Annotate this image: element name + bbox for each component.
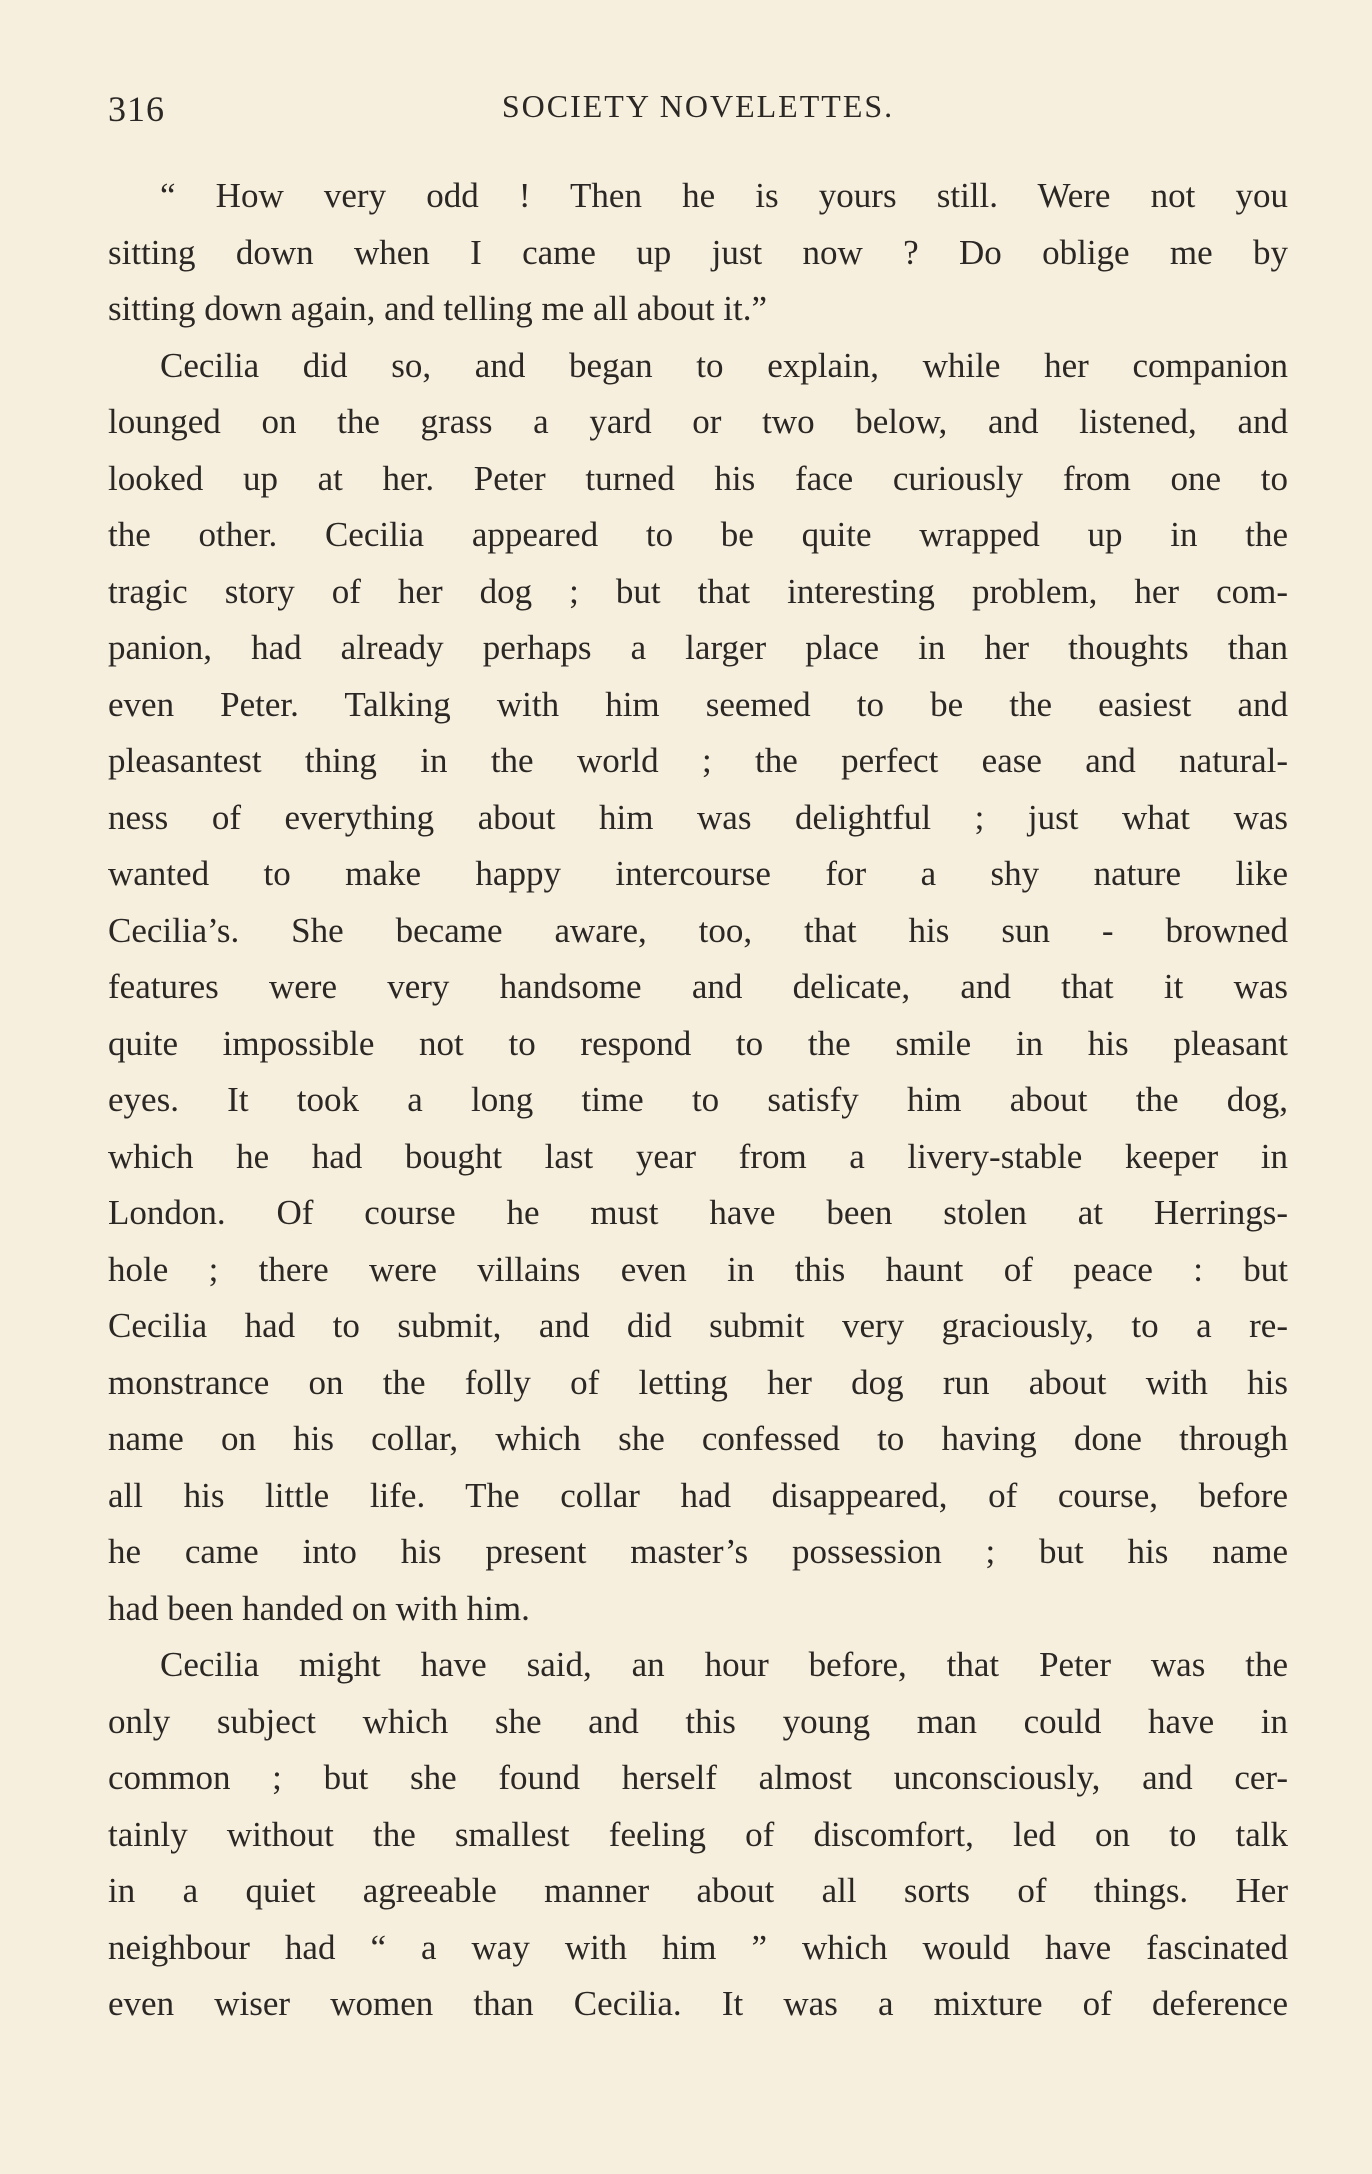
text-line: had been handed on with him. xyxy=(108,1588,530,1628)
text-line: panion, had already perhaps a larger place in her thoughts than xyxy=(108,628,1288,667)
text-line: tragic story of her dog ; but that interesting problem, her com- xyxy=(108,571,1288,611)
text-line: hole ; there were villains even in this haunt of peace : but xyxy=(108,1249,1288,1289)
text-line: eyes. It took a long time to satisfy him about the dog, xyxy=(108,1080,1288,1119)
body-text xyxy=(108,168,1288,2033)
text-line: monstrance on the folly of letting her dog run about with his xyxy=(108,1362,1288,1402)
text-line: sitting down again, and telling me all about it.” xyxy=(108,289,768,328)
text-line: Cecilia’s. She became aware, too, that his sun - browned xyxy=(108,910,1288,950)
text-line: Cecilia had to submit, and did submit very graciously, to a re- xyxy=(108,1306,1288,1345)
text-line: common ; but she found herself almost unconsciously, and cer- xyxy=(108,1758,1288,1797)
text-line: even wiser women than Cecilia. It was a mixture of deference xyxy=(108,1984,1288,2023)
text-line: Cecilia might have said, an hour before, that Peter was the xyxy=(160,1645,1288,1684)
text-line: features were very handsome and delicate, and that it was xyxy=(108,967,1288,1006)
text-line: lounged on the grass a yard or two below, and listened, and xyxy=(108,402,1288,441)
text-line: the other. Cecilia appeared to be quite wrapped up in the xyxy=(108,515,1288,554)
text-line: even Peter. Talking with him seemed to be the easiest and xyxy=(108,684,1288,724)
text-line: all his little life. The collar had disappeared, of course, before xyxy=(108,1475,1288,1515)
text-line: pleasantest thing in the world ; the perfect ease and natural- xyxy=(108,741,1288,780)
text-line: ness of everything about him was delightful ; just what was xyxy=(108,797,1288,837)
text-line: neighbour had “ a way with him ” which would have fascinated xyxy=(108,1927,1288,1967)
page-header xyxy=(108,88,1288,138)
text-line: Cecilia did so, and began to explain, while her companion xyxy=(160,345,1288,385)
text-line: which he had bought last year from a livery-stable keeper in xyxy=(108,1136,1288,1176)
running-head: SOCIETY NOVELETTES. xyxy=(501,88,895,124)
text-line: sitting down when I came up just now ? Do oblige me by xyxy=(108,232,1288,272)
page-number: 316 xyxy=(108,89,165,129)
text-line: London. Of course he must have been stolen at Herrings- xyxy=(108,1193,1288,1232)
text-line: “ How very odd ! Then he is yours still. Were not you xyxy=(160,176,1288,215)
text-line: he came into his present master’s possession ; but his name xyxy=(108,1532,1288,1571)
text-line: in a quiet agreeable manner about all sorts of things. Her xyxy=(108,1871,1288,1910)
text-line: only subject which she and this young man could have in xyxy=(108,1701,1288,1741)
text-line: quite impossible not to respond to the smile in his pleasant xyxy=(108,1023,1288,1063)
text-line: tainly without the smallest feeling of discomfort, led on to talk xyxy=(108,1814,1288,1854)
text-line: wanted to make happy intercourse for a shy nature like xyxy=(108,854,1288,893)
text-line: name on his collar, which she confessed to having done through xyxy=(108,1419,1288,1458)
text-line: looked up at her. Peter turned his face curiously from one to xyxy=(108,458,1288,498)
